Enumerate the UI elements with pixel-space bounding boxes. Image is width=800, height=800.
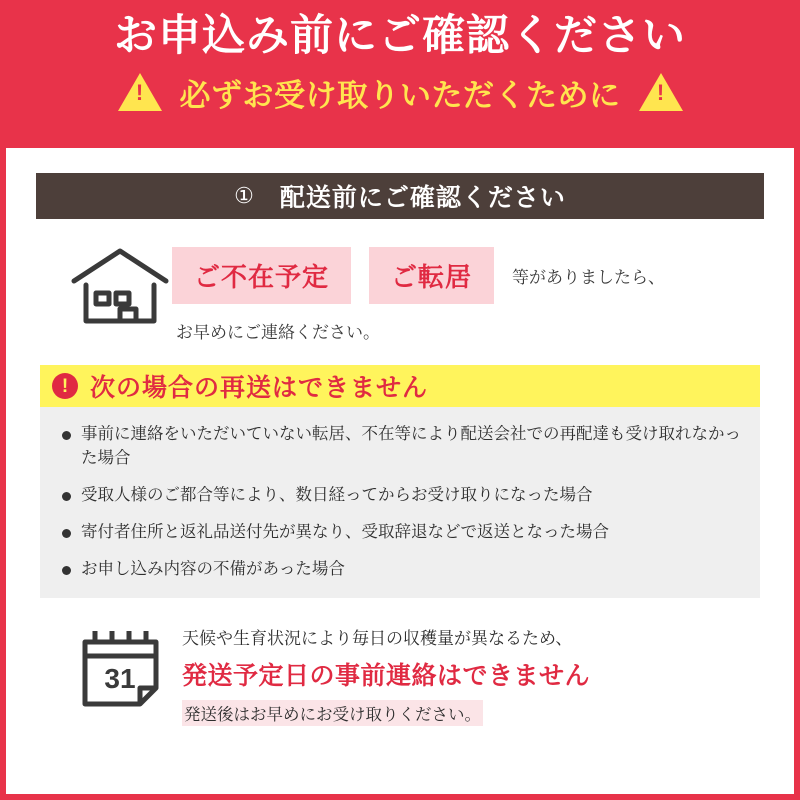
list-item-label: お申し込み内容の不備があった場合 (81, 559, 345, 578)
header-banner (0, 0, 800, 143)
exclamation-circle-icon: ! (52, 373, 78, 399)
bullet-icon (62, 529, 71, 538)
page-title: お申込み前にご確認ください (114, 12, 686, 60)
shipping-line-1: 天候や生育状況により毎日の収穫量が異なるため、 (182, 628, 573, 648)
tag-row (172, 247, 665, 304)
list-item (62, 558, 746, 582)
list-item (62, 521, 746, 545)
shipping-date-text (174, 620, 590, 726)
delivery-notice-block (6, 241, 794, 343)
delivery-notice-text (172, 241, 665, 343)
list-item (62, 423, 746, 471)
section-1-heading (36, 173, 764, 219)
no-resend-title: 次の場合の再送はできません (90, 374, 429, 402)
house-icon (68, 241, 172, 334)
bullet-icon (62, 566, 71, 575)
shipping-line-3: 発送後はお早めにお受け取りください。 (182, 700, 483, 726)
list-item-label: 寄付者住所と返礼品送付先が異なり、受取辞退などで返送となった場合 (81, 522, 609, 541)
bullet-icon (62, 431, 71, 440)
warning-triangle-icon (639, 73, 683, 111)
shipping-date-block (6, 620, 794, 726)
tag-relocation: ご転居 (369, 247, 494, 304)
header-subtitle-row (0, 70, 800, 115)
bullet-icon (62, 492, 71, 501)
calendar-day-number: 31 (104, 662, 136, 694)
content-card (6, 148, 794, 794)
no-resend-band (40, 365, 760, 407)
list-item-label: 事前に連絡をいただいていない転居、不在等により配送会社での再配達も受け取れなかった場合 (81, 425, 741, 467)
section-number: ① (234, 183, 254, 208)
header-subtitle: 必ずお受け取りいただくために (179, 77, 621, 113)
section-title: 配送前にご確認ください (279, 184, 566, 212)
tag-suffix-text: 等がありましたら、 (512, 268, 666, 287)
calendar-icon (78, 620, 174, 717)
shipping-line-2: 発送予定日の事前連絡はできません (182, 661, 591, 690)
contact-early-text: お早めにご連絡ください。 (176, 323, 380, 342)
warning-triangle-icon (118, 73, 162, 111)
tag-absence: ご不在予定 (172, 247, 351, 304)
list-item (62, 484, 746, 508)
list-item-label: 受取人様のご都合等により、数日経ってからお受け取りになった場合 (81, 485, 593, 504)
no-resend-list (40, 407, 760, 598)
